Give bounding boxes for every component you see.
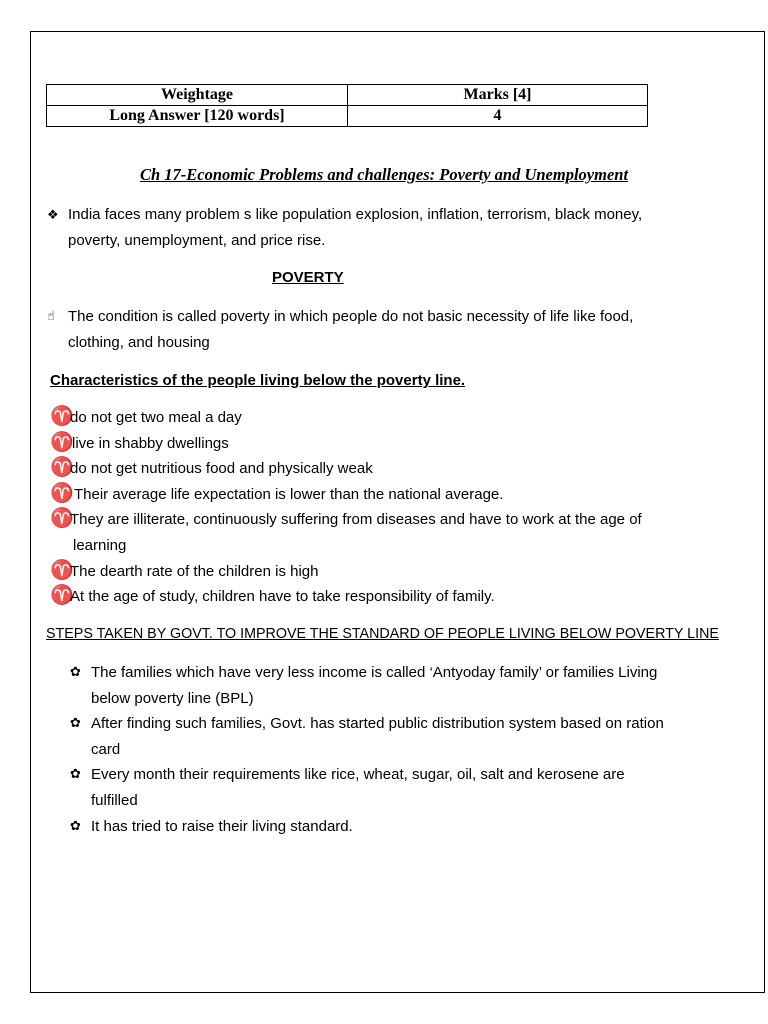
list-item-text: below poverty line (BPL) <box>91 690 254 707</box>
aries-symbol-icon: ♈ <box>50 559 74 581</box>
characteristics-heading: Characteristics of the people living below the poverty line. <box>50 372 466 389</box>
list-item-text: They are illiterate, continuously suffering from diseases and have to work at the age of <box>70 511 642 528</box>
intro-paragraph <box>47 202 747 254</box>
list-item <box>50 584 750 610</box>
list-item-text: The families which have very less income is called ‘Antyoday family’ or families Living <box>91 664 658 681</box>
table-cell: 4 <box>348 106 648 127</box>
chapter-title: Ch 17-Economic Problems and challenges: Poverty and Unemployment <box>139 165 629 184</box>
list-item-text: learning <box>73 537 127 554</box>
list-item <box>70 711 750 763</box>
definition-line: clothing, and housing <box>68 334 210 351</box>
list-item <box>70 762 750 814</box>
list-item-text: do not get nutritious food and physically weak <box>70 460 373 477</box>
definition-paragraph <box>47 304 747 356</box>
intro-line: India faces many problem s like population explosion, inflation, terrorism, black money, <box>68 206 643 223</box>
list-item-text: fulfilled <box>91 792 138 809</box>
list-item-text: At the age of study, children have to take responsibility of family. <box>70 588 495 605</box>
steps-heading: STEPS TAKEN BY GOVT. TO IMPROVE THE STANDARD OF PEOPLE LIVING BELOW POVERTY LINE <box>46 626 719 642</box>
list-item-text: live in shabby dwellings <box>72 435 229 452</box>
sun-flower-icon: ✿ <box>70 819 81 834</box>
table-cell: Marks [4] <box>348 85 648 106</box>
list-item <box>70 660 750 712</box>
table-cell: Weightage <box>47 85 348 106</box>
list-item-text: Every month their requirements like rice, wheat, sugar, oil, salt and kerosene are <box>91 766 625 783</box>
sun-flower-icon: ✿ <box>70 716 81 731</box>
diamond-bullet-icon: ❖ <box>47 208 59 223</box>
aries-symbol-icon: ♈ <box>50 482 74 504</box>
list-item-text: After finding such families, Govt. has started public distribution system based on ration <box>91 715 664 732</box>
list-item <box>50 456 750 482</box>
aries-symbol-icon: ♈ <box>50 431 74 453</box>
aries-symbol-icon: ♈ <box>50 456 74 478</box>
sun-flower-icon: ✿ <box>70 665 81 680</box>
table-header-row <box>47 85 648 106</box>
list-item-text: Their average life expectation is lower than the national average. <box>74 486 504 503</box>
aries-symbol-icon: ♈ <box>50 507 74 529</box>
list-item-text: The dearth rate of the children is high <box>70 563 319 580</box>
table-cell: Long Answer [120 words] <box>47 106 348 127</box>
aries-symbol-icon: ♈ <box>50 405 74 427</box>
list-item <box>70 814 750 840</box>
list-item-text: It has tried to raise their living standard. <box>91 818 353 835</box>
list-item-text: card <box>91 741 121 758</box>
list-item <box>50 405 750 431</box>
hand-pointer-icon: ☝ <box>47 309 55 324</box>
list-item <box>50 431 750 457</box>
definition-line: The condition is called poverty in which people do not basic necessity of life like food, <box>68 308 634 325</box>
aries-symbol-icon: ♈ <box>50 584 74 606</box>
weightage-table <box>46 84 648 127</box>
list-item-text: do not get two meal a day <box>70 409 242 426</box>
list-item <box>50 559 750 585</box>
list-item <box>50 507 750 559</box>
list-item <box>50 482 750 508</box>
poverty-heading: POVERTY <box>272 269 344 286</box>
intro-line: poverty, unemployment, and price rise. <box>68 232 326 249</box>
table-row <box>47 106 648 127</box>
sun-flower-icon: ✿ <box>70 767 81 782</box>
